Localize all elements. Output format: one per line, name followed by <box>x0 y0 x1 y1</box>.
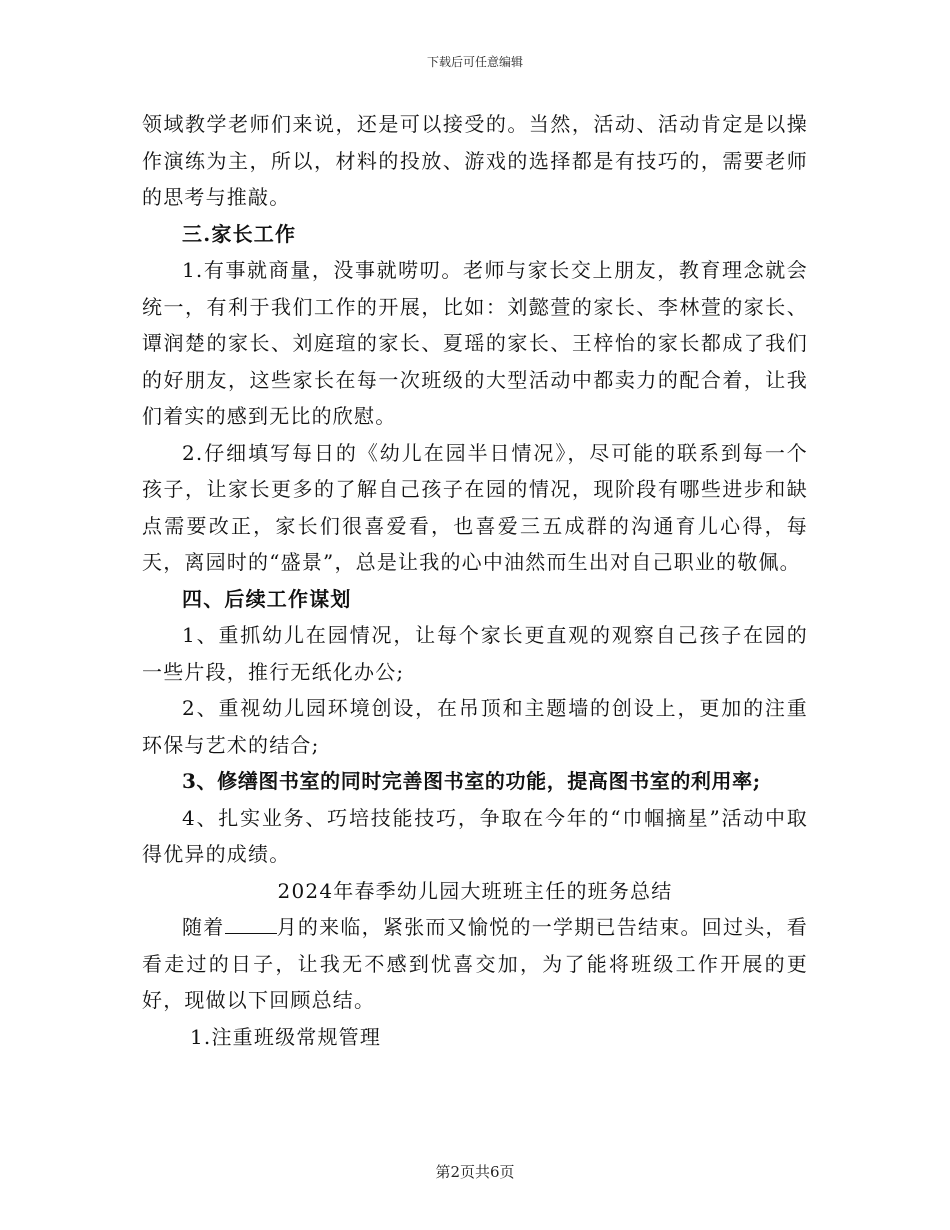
document-title: 2024年春季幼儿园大班班主任的班务总结 <box>277 878 673 903</box>
paragraph-intro <box>142 909 808 1019</box>
list-item-plan-4: 4、扎实业务、巧培技能技巧，争取在今年的“巾帼摘星”活动中取得优异的成绩。 <box>142 805 808 866</box>
subsection-heading-class-management: 1.注重班级常规管理 <box>190 1024 382 1049</box>
list-item-plan-3: 3、修缮图书室的同时完善图书室的功能，提高图书室的利用率; <box>182 769 761 793</box>
section-heading-parent-work: 三.家长工作 <box>182 221 297 246</box>
paragraph-parent-work-2: 2.仔细填写每日的《幼儿在园半日情况》，尽可能的联系到每一个孩子，让家长更多的了解自己孩子在园的情况，现阶段有哪些进步和缺点需要改正，家长们很喜爱看，也喜爱三五成群的沟通育儿心得，每天，离园时的“盛景”，总是让我的心中油然而生出对自己职业的敬佩。 <box>142 440 808 574</box>
list-item-plan-2: 2、重视幼儿园环境创设，在吊顶和主题墙的创设上，更加的注重环保与艺术的结合; <box>142 696 808 757</box>
intro-rest: 月的来临，紧张而又愉悦的一学期已告结束。回过头，看看走过的日子，让我无不感到忧喜交加，为了能将班级工作开展的更好，现做以下回顾总结。 <box>142 915 809 1012</box>
paragraph-parent-work-1: 1.有事就商量，没事就唠叨。老师与家长交上朋友，教育理念就会统一，有利于我们工作的开展，比如：刘懿萱的家长、李林萱的家长、谭润楚的家长、刘庭瑄的家长、夏瑶的家长、王梓怡的家长都成了我们的好朋友，这些家长在每一次班级的大型活动中都卖力的配合着，让我们着实的感到无比的欣慰。 <box>142 258 808 428</box>
document-body <box>142 106 808 1055</box>
section-heading-follow-up-plan: 四、后续工作谋划 <box>182 586 352 611</box>
header-note: 下载后可任意编辑 <box>426 55 523 69</box>
page-number: 第2页共6页 <box>435 1163 515 1181</box>
intro-prefix: 随着 <box>182 915 225 939</box>
fill-in-blank <box>225 915 277 934</box>
list-item-plan-1: 1、重抓幼儿在园情况，让每个家长更直观的观察自己孩子在园的一些片段，推行无纸化办公; <box>142 623 808 684</box>
paragraph-continuation: 领域教学老师们来说，还是可以接受的。当然，活动、活动肯定是以操作演练为主，所以，材料的投放、游戏的选择都是有技巧的，需要老师的思考与推敲。 <box>142 112 808 209</box>
